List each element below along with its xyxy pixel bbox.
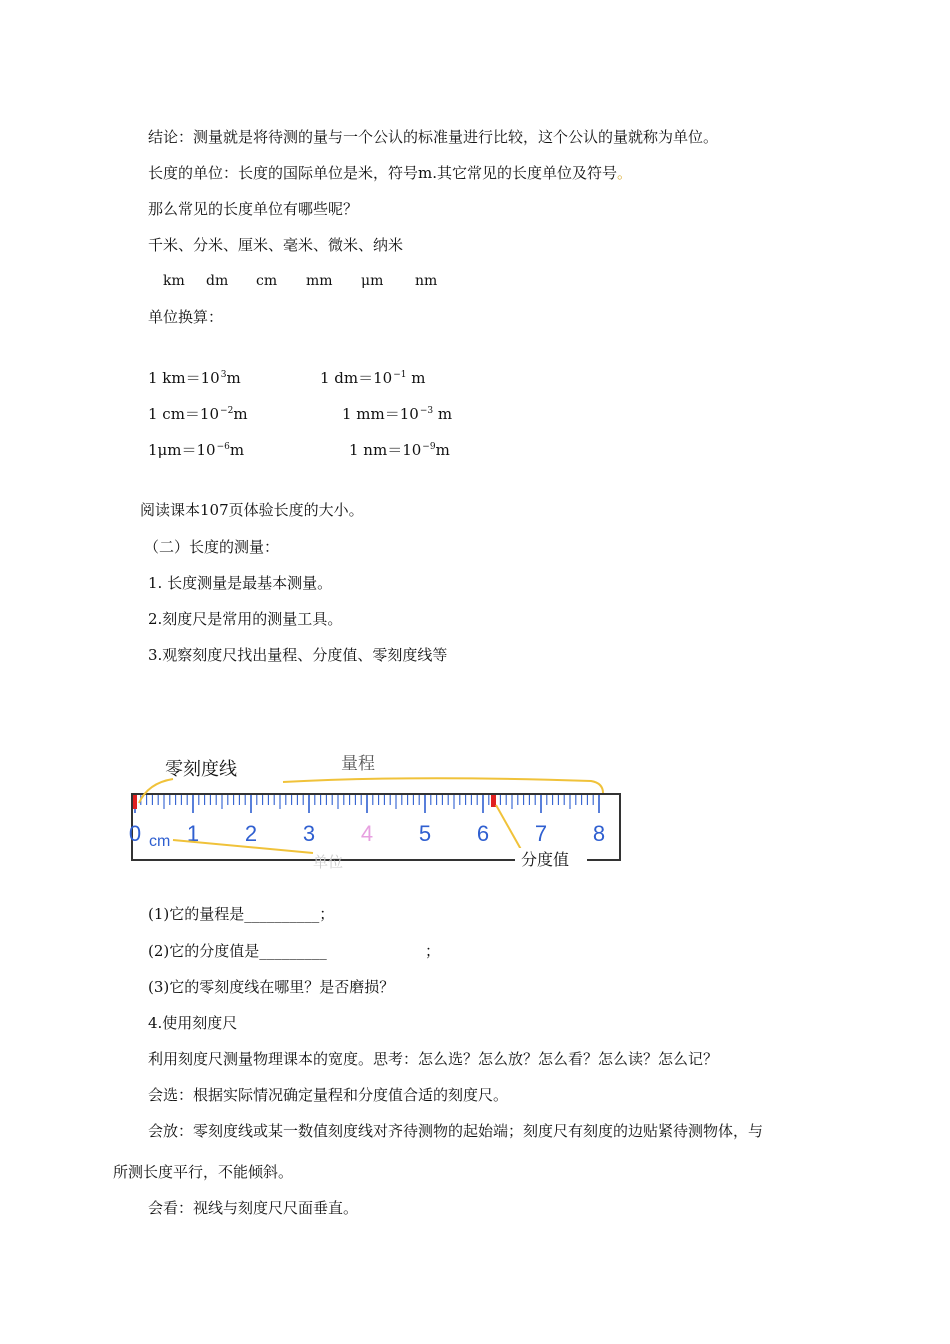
question-2-text: (2)它的分度值是_________ — [148, 942, 327, 960]
unit-symbol: nm — [415, 273, 438, 289]
question-2 — [148, 941, 441, 961]
choose-text: 会选：根据实际情况确定量程和分度值合适的刻度尺。 — [148, 1086, 509, 1104]
ruler-number: 1 — [186, 821, 200, 846]
question-text: 那么常见的长度单位有哪些呢？ — [148, 200, 359, 218]
ruler-number: 5 — [418, 821, 432, 846]
place-text-1: 会放：零刻度线或某一数值刻度线对齐待测物的起始端；刻度尺有刻度的边贴紧待测物体，与 — [148, 1122, 764, 1140]
conversion-item: 1 $dm=10^{-1}$ m — [320, 369, 426, 387]
place-text-2: 所测长度平行，不能倾斜。 — [113, 1163, 294, 1181]
range-bracket — [283, 778, 603, 793]
conversion-item: 1 $mm=10^{-3}$ m — [342, 405, 453, 423]
ruler-number: 4 — [360, 821, 374, 846]
unit-intro-line — [148, 163, 632, 183]
ruler-number: 6 — [476, 821, 490, 846]
look-text: 会看：视线与刻度尺尺面垂直。 — [148, 1199, 359, 1217]
conversion-item: 1 $cm=10^{-2}m$ — [148, 405, 248, 423]
range-label: 量程 — [341, 754, 375, 773]
item-1: 1. 长度测量是最基本测量。 — [148, 574, 333, 592]
unit-label: cm — [149, 833, 171, 850]
ruler-number: 2 — [244, 821, 258, 846]
unit-intro-text: 长度的单位：长度的国际单位是米，符号m.其它常见的长度单位及符号 — [148, 164, 617, 182]
conversion-heading: 单位换算： — [148, 308, 224, 326]
unit-symbol: μm — [361, 273, 384, 289]
conversion-item: 1 $nm=10^{-9}m$ — [349, 441, 450, 459]
unit-symbol: km — [163, 273, 185, 289]
ruler-number: 0 — [128, 821, 142, 846]
task-text: 利用刻度尺测量物理课本的宽度。思考：怎么选？怎么放？怎么看？怎么读？怎么记？ — [148, 1050, 719, 1068]
division-mark — [491, 795, 496, 807]
unit-symbol: cm — [256, 273, 278, 289]
unit-symbol: dm — [206, 273, 229, 289]
conclusion-text: 结论：测量就是将待测的量与一个公认的标准量进行比较，这个公认的量就称为单位。 — [148, 128, 719, 146]
conversion-item: $1\mu m=10^{-6}m$ — [148, 441, 245, 459]
zero-line-label: 零刻度线 — [165, 759, 237, 779]
question-1: (1)它的量程是__________； — [148, 905, 335, 923]
ruler-figure — [113, 745, 625, 870]
ruler-number: 7 — [534, 821, 548, 846]
item-3: 3.观察刻度尺找出量程、分度值、零刻度线等 — [148, 646, 448, 664]
zero-mark — [133, 795, 137, 809]
ruler-number: 8 — [592, 821, 606, 846]
read-textbook-text: 阅读课本107页体验长度的大小。 — [140, 501, 364, 519]
section2-heading: （二）长度的测量： — [144, 538, 280, 556]
unit-intro-dot: 。 — [617, 164, 633, 182]
bottom-unit-label: 单位 — [313, 854, 344, 870]
ruler-number: 3 — [302, 821, 316, 846]
division-label: 分度值 — [521, 852, 570, 869]
item-2: 2.刻度尺是常用的测量工具。 — [148, 610, 343, 628]
unit-names: 千米、分米、厘米、毫米、微米、纳米 — [148, 236, 404, 254]
conversion-item: 1 $km=10^3m$ — [148, 369, 241, 387]
unit-symbol: mm — [306, 273, 333, 289]
item-4: 4.使用刻度尺 — [148, 1014, 238, 1032]
question-3: (3)它的零刻度线在哪里？是否磨损？ — [148, 978, 395, 996]
question-2-end: ； — [425, 942, 441, 960]
